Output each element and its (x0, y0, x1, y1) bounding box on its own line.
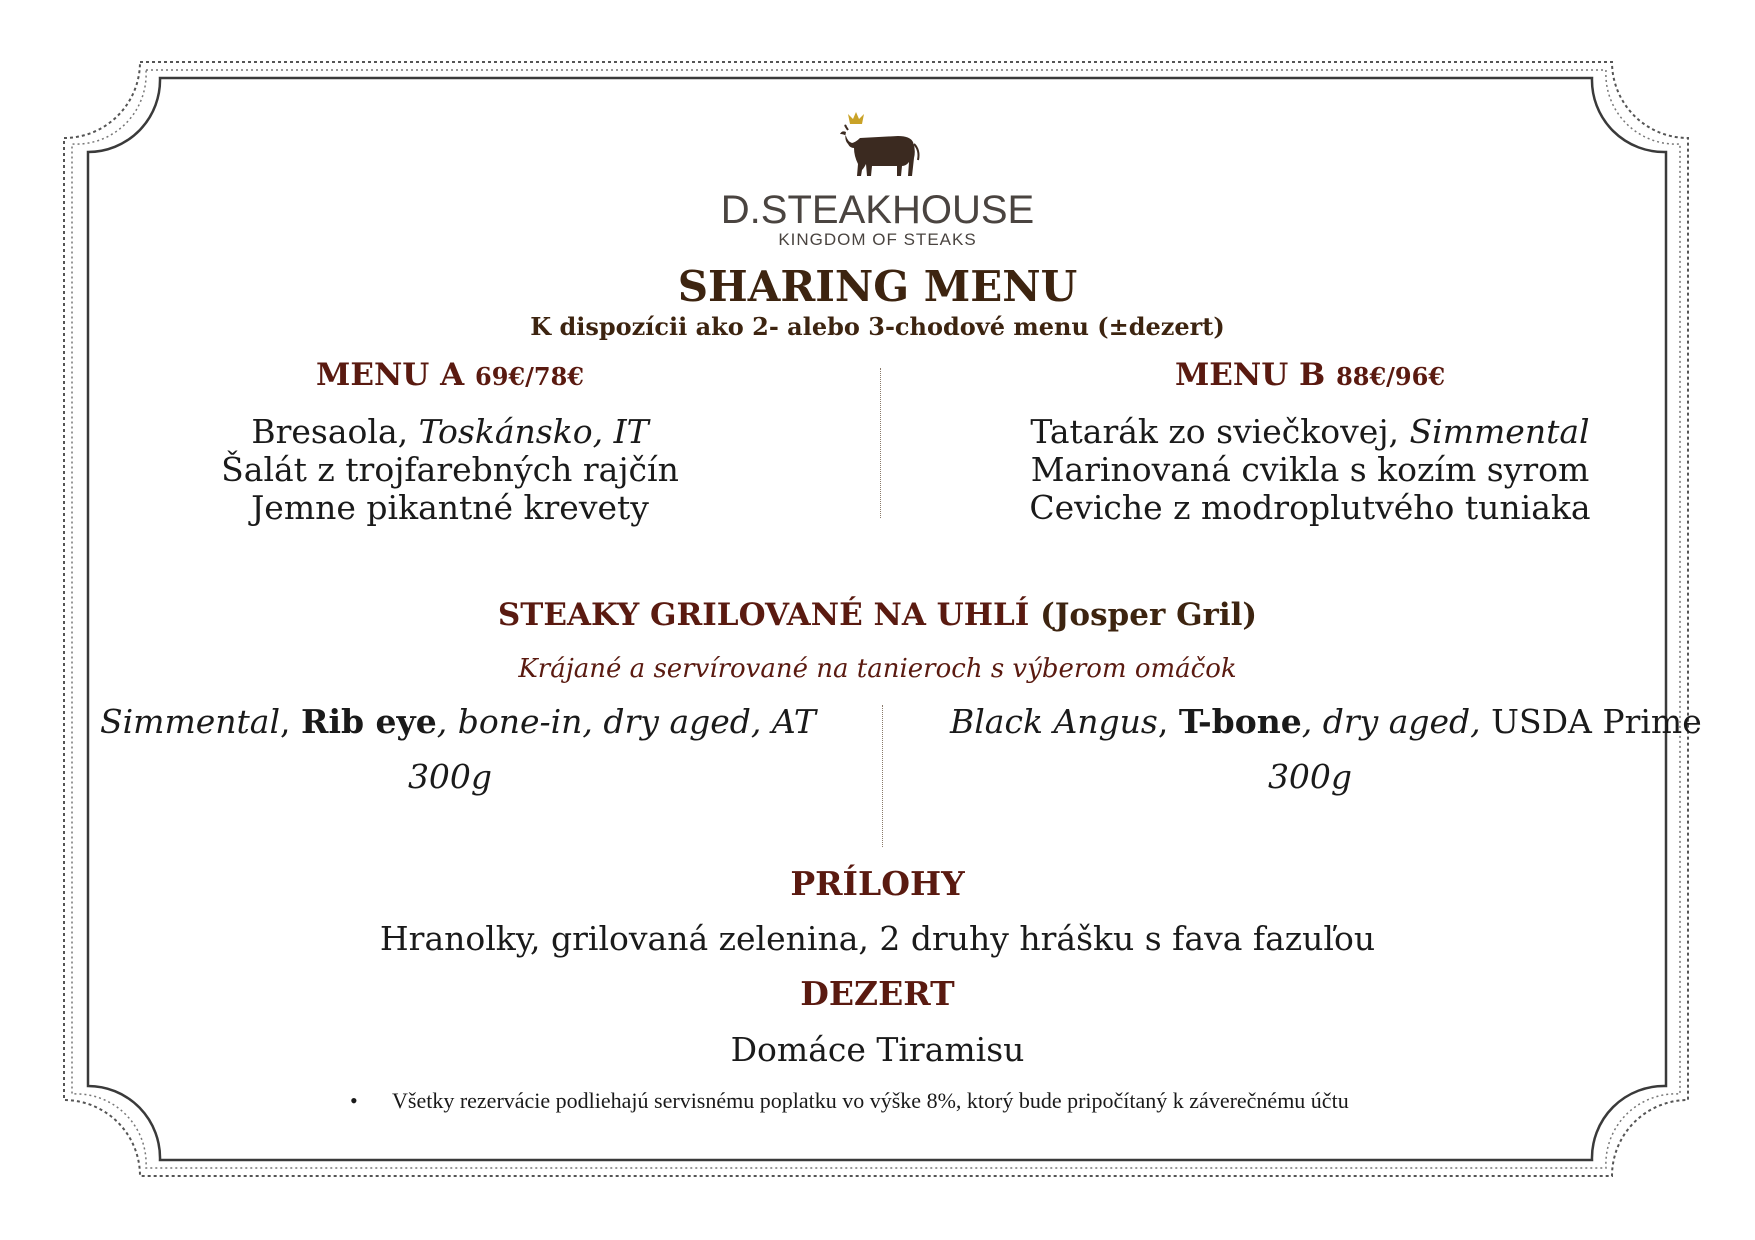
steaks-title-suffix: (Josper Gril) (1029, 597, 1258, 633)
menu-a-price: 69€/78€ (475, 362, 584, 391)
steak-left-line: Simmental, Rib eye, bone-in, dry aged, AT (100, 702, 816, 741)
dessert-heading: DEZERT (800, 974, 955, 1013)
steaks-heading (0, 597, 1755, 633)
steak-right-line: Black Angus, T-bone, dry aged, USDA Prime (950, 702, 1702, 741)
menu-a-item-2: Šalát z trojfarebných rajčín (221, 450, 679, 489)
menu-a-name: MENU A (316, 357, 465, 393)
menu-a-item-1: Bresaola, Toskánsko, IT (251, 412, 649, 451)
steak-right-weight: 300g (1267, 757, 1353, 796)
column-divider (880, 368, 881, 518)
steaks-title: STEAKY GRILOVANÉ NA UHLÍ (497, 597, 1030, 633)
menu-b-heading (1010, 357, 1610, 393)
menu-b-item-2: Marinovaná cvikla s kozím syrom (1030, 450, 1590, 489)
steak-left-weight: 300g (407, 757, 493, 796)
crowned-bull-icon (838, 110, 922, 182)
dessert-text: Domáce Tiramisu (730, 1030, 1025, 1069)
brand-name: D.STEAKHOUSE (720, 188, 1035, 232)
page-title: SHARING MENU (677, 262, 1078, 311)
menu-b-name: MENU B (1174, 357, 1326, 393)
menu-b-price: 88€/96€ (1336, 362, 1446, 391)
sides-text: Hranolky, grilovaná zelenina, 2 druhy hrášku s fava fazuľou (379, 919, 1376, 958)
service-note-text: Všetky rezervácie podliehajú servisnému poplatku vo výške 8%, ktorý bude pripočítaný k záverečnému účtu (392, 1088, 1349, 1113)
brand-tagline: KINGDOM OF STEAKS (778, 230, 977, 249)
service-note (350, 1088, 1349, 1114)
menu-a-heading (150, 357, 750, 393)
column-divider (882, 705, 883, 847)
menu-b-item-1: Tatarák zo sviečkovej, Simmental (1030, 412, 1590, 451)
page-subtitle: K dispozícii ako 2- alebo 3-chodové menu (±dezert) (530, 312, 1225, 341)
steaks-subtitle: Krájané a servírované na tanieroch s výberom omáčok (518, 654, 1237, 684)
bullet: • (350, 1088, 358, 1113)
menu-b-item-3: Ceviche z modroplutvého tuniaka (1029, 488, 1591, 527)
sides-heading: PRÍLOHY (790, 864, 965, 903)
menu-a-item-3: Jemne pikantné krevety (251, 488, 649, 527)
